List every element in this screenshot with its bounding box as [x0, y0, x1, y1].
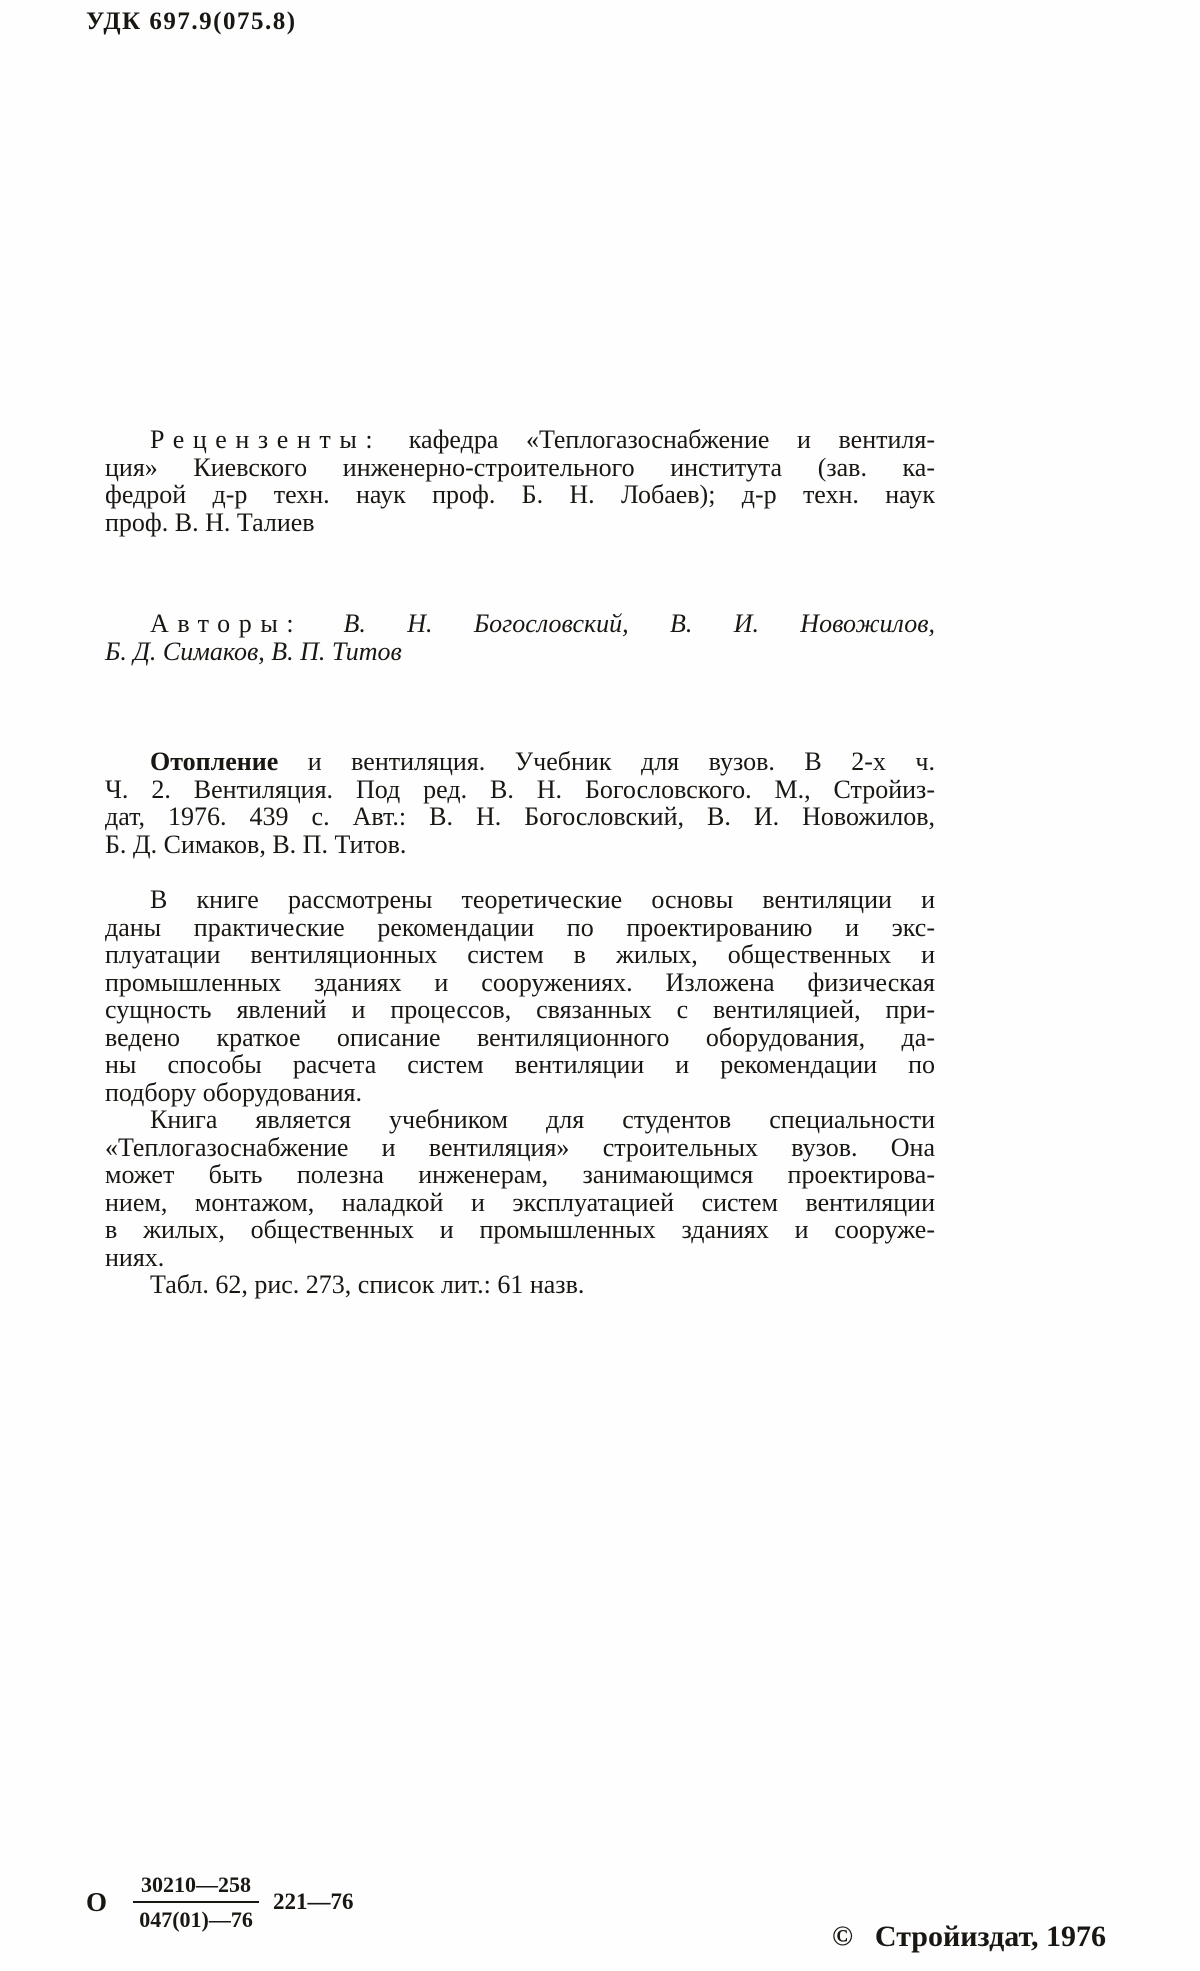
text-segment: промышленных зданиях и сооружениях. Изложена физическая — [105, 967, 935, 997]
text-segment: ция» Киевского инженерно-строительного института (зав. ка- — [105, 452, 935, 482]
text-segment: Б. Д. Симаков, В. П. Титов — [105, 636, 402, 666]
text-line — [105, 1024, 935, 1052]
text-line — [105, 831, 935, 859]
text-segment: даны практические рекомендации по проектированию и экс- — [105, 912, 935, 942]
text-line — [105, 1106, 935, 1134]
text-segment: ны способы расчета систем вентиляции и рекомендации по — [105, 1050, 935, 1079]
text-line — [105, 776, 935, 804]
text-line — [105, 610, 935, 638]
code-letter: О — [86, 1886, 108, 1917]
text-line — [105, 914, 935, 942]
text-line — [105, 996, 935, 1024]
fraction-denominator: 047(01)—76 — [133, 1901, 259, 1932]
text-line — [105, 1134, 935, 1162]
text-segment: плуатации вентиляционных систем в жилых, общественных и — [105, 940, 935, 969]
text-segment: Ч. 2. Вентиляция. Под ред. В. Н. Богословского. М., Стройиз- — [105, 774, 935, 804]
paragraph-bibliography — [105, 748, 935, 858]
text-segment: сущность явлений и процессов, связанных с вентиляцией, при- — [105, 995, 935, 1024]
paragraph-label: Рецензенты: — [150, 425, 382, 454]
paragraph-annotation1 — [105, 886, 935, 1106]
paragraph-stats — [105, 1271, 935, 1299]
text-segment: «Теплогазоснабжение и вентиляция» строительных вузов. Она — [105, 1132, 935, 1162]
text-segment: В книге рассмотрены теоретические основы вентиляции и — [150, 885, 935, 914]
text-segment: может быть полезна инженерам, занимающимся проектирова- — [105, 1160, 935, 1189]
text-line — [105, 748, 935, 776]
text-line — [105, 509, 935, 537]
text-segment: Табл. 62, рис. 273, список лит.: 61 назв. — [150, 1270, 585, 1299]
code-fraction — [133, 1872, 259, 1933]
text-line — [105, 803, 935, 831]
text-line — [105, 1244, 935, 1272]
code-suffix: 221—76 — [273, 1889, 354, 1915]
text-segment: федрой д-р техн. наук проф. Б. Н. Лобаев); д-р техн. наук — [105, 480, 935, 509]
text-segment — [302, 609, 343, 638]
text-segment: нием, монтажом, наладкой и эксплуатацией систем вентиляции — [105, 1187, 935, 1217]
text-line — [105, 886, 935, 914]
text-segment: подбору оборудования. — [105, 1077, 363, 1107]
fraction-numerator: 30210—258 — [141, 1872, 252, 1897]
text-line — [105, 1189, 935, 1217]
text-segment: кафедра «Теплогазоснабжение и вентиля- — [381, 425, 935, 454]
text-line — [105, 1079, 935, 1107]
text-line — [105, 481, 935, 509]
text-segment: В. Н. Богословский, В. И. Новожилов, — [343, 609, 935, 638]
text-segment: Книга является учебником для студентов специальности — [150, 1105, 935, 1134]
text-line — [105, 1051, 935, 1079]
copyright-line — [832, 1920, 1106, 1954]
book-code-block — [86, 1872, 354, 1933]
udk-classification: УДК 697.9(075.8) — [86, 8, 297, 35]
text-line — [105, 1216, 935, 1244]
copyright-publisher: Стройиздат, 1976 — [874, 1920, 1106, 1953]
text-line — [105, 454, 935, 482]
paragraph-annotation2 — [105, 1106, 935, 1271]
text-segment: и вентиляция. Учебник для вузов. В 2-х ч. — [278, 747, 935, 776]
text-segment: ведено краткое описание вентиляционного оборудования, да- — [105, 1022, 935, 1052]
text-segment: в жилых, общественных и промышленных зданиях и сооруже- — [105, 1215, 935, 1244]
text-segment: дат, 1976. 439 с. Авт.: В. Н. Богословский, В. И. Новожилов, — [105, 802, 935, 831]
text-line — [105, 1161, 935, 1189]
copyright-symbol: © — [832, 1921, 853, 1952]
paragraph-reviewers — [105, 426, 935, 536]
text-segment: ниях. — [105, 1242, 165, 1272]
text-line — [105, 1271, 935, 1299]
text-segment: проф. В. Н. Талиев — [105, 507, 315, 537]
paragraph-label: Авторы: — [150, 609, 303, 638]
text-segment: Б. Д. Симаков, В. П. Титов. — [105, 829, 407, 859]
text-line — [105, 969, 935, 997]
text-line — [105, 941, 935, 969]
text-segment: Отопление — [150, 747, 279, 776]
text-column — [105, 426, 935, 1299]
text-line — [105, 638, 935, 666]
text-line — [105, 426, 935, 454]
paragraph-authors — [105, 610, 935, 665]
